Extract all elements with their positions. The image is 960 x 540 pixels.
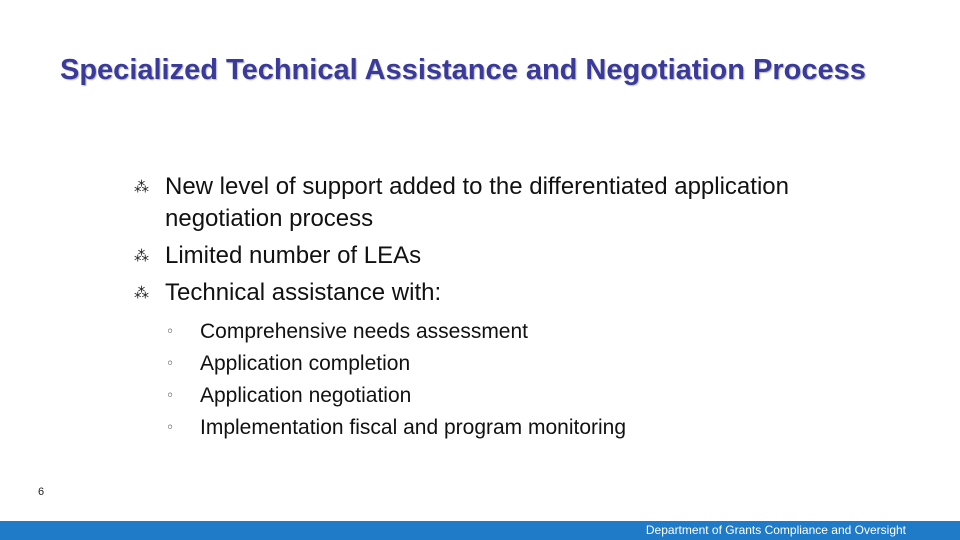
- ornament-bullet-icon: ⁂: [134, 247, 149, 265]
- footer-text: Department of Grants Compliance and Oversight: [645, 523, 906, 537]
- footer-bar: [0, 521, 960, 540]
- sub-bullet-item: [166, 380, 786, 412]
- bullet-item: [134, 240, 834, 272]
- sub-bullet-text: Application completion: [200, 352, 411, 375]
- sub-bullet-item: [166, 348, 786, 380]
- sub-bullet-text: Comprehensive needs assessment: [200, 320, 529, 343]
- ornament-bullet-icon: ⁂: [134, 284, 149, 302]
- page-number: 6: [38, 486, 45, 498]
- bullet-text: Technical assistance with:: [165, 279, 442, 306]
- sub-bullet-text: Implementation fiscal and program monitoring: [200, 416, 627, 439]
- bullet-item: [134, 171, 834, 235]
- hollow-circle-bullet-icon: ◦: [166, 356, 175, 372]
- hollow-circle-bullet-icon: ◦: [166, 388, 175, 404]
- slide-title: Specialized Technical Assistance and Negotiation Process: [60, 54, 866, 86]
- bullet-list: [134, 171, 834, 314]
- hollow-circle-bullet-icon: ◦: [166, 324, 175, 340]
- bullet-text: Limited number of LEAs: [165, 242, 422, 269]
- bullet-item: [134, 277, 834, 309]
- hollow-circle-bullet-icon: ◦: [166, 420, 175, 436]
- sub-bullet-item: [166, 316, 786, 348]
- sub-bullet-item: [166, 412, 786, 444]
- ornament-bullet-icon: ⁂: [134, 178, 149, 196]
- bullet-text: New level of support added to the differentiated application negotiation process: [165, 173, 789, 232]
- sub-bullet-list: [166, 316, 786, 444]
- sub-bullet-text: Application negotiation: [200, 384, 412, 407]
